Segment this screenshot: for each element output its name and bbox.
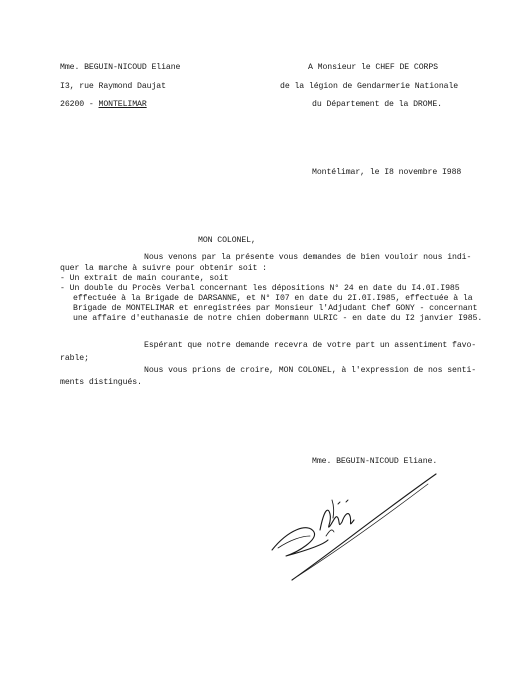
recipient-line-3: du Département de la DROME. [312,100,442,109]
sender-city: MONTELIMAR [98,100,147,109]
list-item-1: - Un extrait de main courante, soit [60,274,229,283]
closing-line-2: ments distingués. [60,378,142,387]
intro-line-2: quer la marche à suivre pour obtenir soit : [60,264,267,273]
sender-city-line [60,100,147,110]
salutation: MON COLONEL, [198,236,256,245]
handwritten-signature [268,470,438,585]
sender-name: Mme. BEGUIN-NICOUD Eliane [60,63,181,72]
place-date: Montélimar, le I8 novembre I988 [312,168,462,177]
list-item-2-line-3: Brigade de MONTELIMAR et enregistrées par Monsieur l'Adjudant Chef GONY - concernant [73,304,478,313]
sender-street: I3, rue Raymond Daujat [60,82,166,91]
recipient-line-1: A Monsieur le CHEF DE CORPS [308,63,438,72]
hope-line-2: rable; [60,354,89,363]
recipient-line-2: de la légion de Gendarmerie Nationale [280,82,459,91]
hope-line-1: Espérant que notre demande recevra de votre part un assentiment favo- [144,341,477,350]
list-item-2-line-1: - Un double du Procès Verbal concernant les dépositions N° 24 en date du I4.0I.I985 [60,284,460,293]
list-item-2-line-4: une affaire d'euthanasie de notre chien dobermann ULRIC - en date du I2 janvier I985. [73,314,483,323]
list-item-2-line-2: effectuée à la Brigade de DARSANNE, et N° I07 en date du 2I.0I.I985, effectuée à la [73,294,473,303]
sender-postcode: 26200 - [60,100,94,109]
intro-line-1: Nous venons par la présente vous demandes de bien vouloir nous indi- [144,253,472,262]
signature-name: Mme. BEGUIN-NICOUD Eliane. [312,457,438,466]
closing-line-1: Nous vous prions de croire, MON COLONEL, à l'expression de nos senti- [144,366,477,375]
